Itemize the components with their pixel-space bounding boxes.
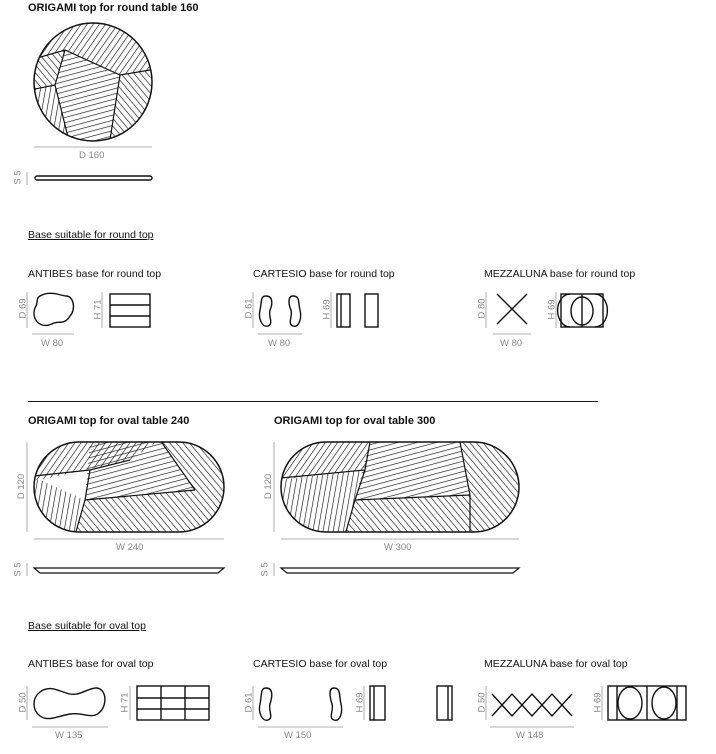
antibes-oval-height: H 71 — [119, 692, 131, 713]
cartesio-round-depth: D 61 — [243, 298, 255, 319]
oval-240-width: W 240 — [116, 542, 144, 553]
oval-240-title: ORIGAMI top for oval table 240 — [28, 415, 190, 427]
antibes-round-label: ANTIBES base for round top — [28, 268, 162, 280]
cartesio-oval-height: H 69 — [354, 692, 366, 713]
oval-300-title: ORIGAMI top for oval table 300 — [274, 415, 436, 427]
round-top-title: ORIGAMI top for round table 160 — [28, 2, 199, 14]
mezzaluna-oval-height: H 69 — [592, 692, 604, 713]
antibes-oval-depth: D 50 — [17, 692, 29, 713]
mezzaluna-oval-width: W 148 — [516, 730, 544, 741]
antibes-oval-label: ANTIBES base for oval top — [28, 658, 154, 670]
oval-240-depth: D 120 — [16, 473, 28, 500]
oval-240-thickness: S 5 — [12, 562, 24, 577]
cartesio-oval-label: CARTESIO base for oval top — [253, 658, 388, 670]
antibes-round-depth: D 69 — [17, 298, 29, 319]
oval-300-thickness: S 5 — [259, 562, 271, 577]
cartesio-oval-width: W 150 — [284, 730, 312, 741]
oval-300-width: W 300 — [384, 542, 412, 553]
cartesio-round-width: W 80 — [268, 338, 291, 349]
antibes-round-width: W 80 — [41, 338, 64, 349]
mezzaluna-round-depth: D 80 — [476, 298, 488, 319]
mezzaluna-round-height: H 69 — [546, 299, 558, 320]
oval-bases-heading[interactable]: Base suitable for oval top — [28, 620, 146, 632]
oval-300-depth: D 120 — [263, 473, 275, 500]
cartesio-round-height: H 69 — [321, 299, 333, 320]
mezzaluna-round-width: W 80 — [500, 338, 523, 349]
round-diameter-label: D 160 — [79, 150, 105, 161]
cartesio-round-label: CARTESIO base for round top — [253, 268, 395, 280]
mezzaluna-round-label: MEZZALUNA base for round top — [484, 268, 636, 280]
antibes-round-height: H 71 — [92, 299, 104, 320]
round-bases-heading[interactable]: Base suitable for round top — [28, 229, 154, 241]
mezzaluna-oval-label: MEZZALUNA base for oval top — [484, 658, 628, 670]
antibes-oval-width: W 135 — [55, 730, 83, 741]
mezzaluna-oval-depth: D 50 — [476, 692, 488, 713]
cartesio-oval-depth: D 61 — [243, 692, 255, 713]
round-thickness-label: S 5 — [12, 170, 24, 185]
